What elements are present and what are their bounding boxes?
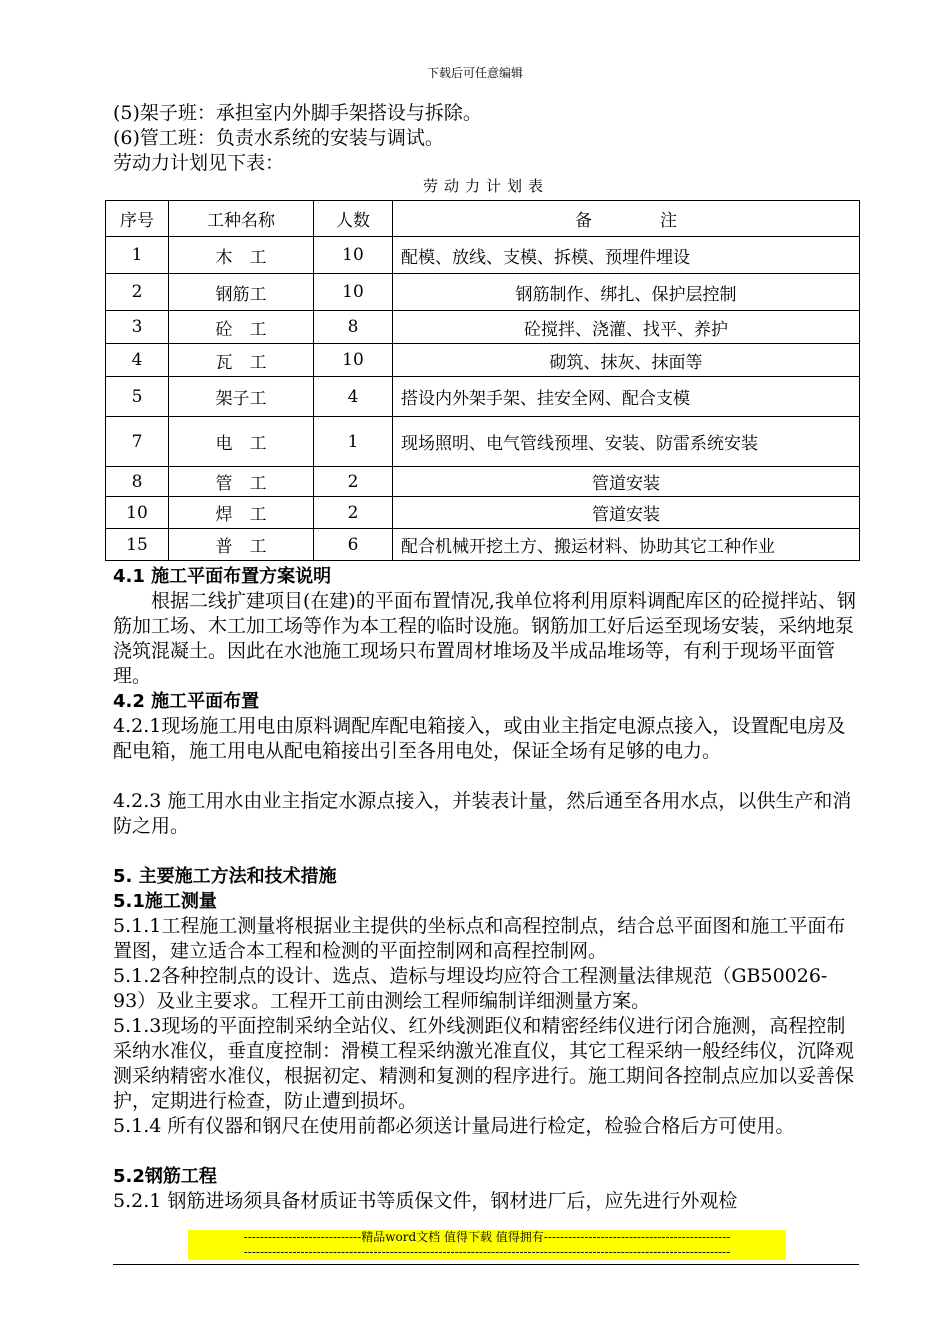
cell-note: 砌筑、抹灰、抹面等 <box>393 344 860 377</box>
cell-note: 砼搅拌、浇灌、找平、养护 <box>393 311 860 344</box>
labor-plan-table <box>105 200 860 561</box>
cell-trade: 木 工 <box>169 237 314 274</box>
section-5-1-3: 5.1.3现场的平面控制采纳全站仪、红外线测距仪和精密经纬仪进行闭合施测，高程控制采纳水准仪，垂直度控制：滑模工程采纳激光准直仪，其它工程采纳一般经纬仪，沉降观测采纳精密水准仪，根据初定、精测和复测的程序进行。施工期间各控制点应加以妥善保护，定期进行检查，防止遭到损坏。 <box>113 1015 855 1112</box>
cell-note: 管道安装 <box>393 497 860 529</box>
section-5-1-4: 5.1.4 所有仪器和钢尺在使用前都必须送计量局进行检定，检验合格后方可使用。 <box>113 1115 795 1137</box>
section-5-2-heading: 5.2钢筋工程 <box>113 1166 217 1187</box>
section-4-1-heading: 4.1 施工平面布置方案说明 <box>113 566 332 587</box>
footer-rule <box>113 1264 859 1265</box>
table-row <box>106 377 860 417</box>
cell-note: 搭设内外架手架、挂安全网、配合支模 <box>393 377 860 417</box>
cell-count: 10 <box>314 344 393 377</box>
table-row <box>106 344 860 377</box>
cell-trade: 焊 工 <box>169 497 314 529</box>
section-4-2-heading: 4.2 施工平面布置 <box>113 691 260 712</box>
table-row <box>106 497 860 529</box>
header-trade: 工种名称 <box>169 201 314 237</box>
section-5-1-2: 5.1.2各种控制点的设计、选点、造标与埋设均应符合工程测量法律规范（GB50026-93）及业主要求。工程开工前由测绘工程师编制详细测量方案。 <box>113 965 828 1012</box>
section-4-2-1: 4.2.1现场施工用电由原料调配库配电箱接入，或由业主指定电源点接入，设置配电房及配电箱，施工用电从配电箱接出引至各用电处，保证全场有足够的电力。 <box>113 715 846 762</box>
header-count: 人数 <box>314 201 393 237</box>
cell-note: 配模、放线、支模、拆模、预埋件埋设 <box>393 237 860 274</box>
section-5-1-1: 5.1.1工程施工测量将根据业主提供的坐标点和高程控制点，结合总平面图和施工平面布置图，建立适合本工程和检测的平面控制网和高程控制网。 <box>113 915 846 962</box>
section-5-heading: 5. 主要施工方法和技术措施 <box>113 866 337 887</box>
cell-count: 1 <box>314 417 393 467</box>
table-title: 劳动力计划表 <box>422 177 549 195</box>
cell-trade: 普 工 <box>169 529 314 561</box>
footer-banner-line-1: -----------------------------精品word文档 值得下载 值得拥有---------------------------------------------- <box>188 1230 786 1245</box>
cell-note: 管道安装 <box>393 467 860 497</box>
cell-count: 10 <box>314 274 393 311</box>
cell-no: 4 <box>106 344 169 377</box>
intro-line-2: (6)管工班：负责水系统的安装与调试。 <box>113 127 444 149</box>
cell-trade: 架子工 <box>169 377 314 417</box>
table-row <box>106 467 860 497</box>
table-row <box>106 529 860 561</box>
cell-no: 1 <box>106 237 169 274</box>
cell-no: 10 <box>106 497 169 529</box>
header-note: 备 注 <box>393 201 860 237</box>
header-note: 下载后可任意编辑 <box>426 66 523 80</box>
cell-trade: 电 工 <box>169 417 314 467</box>
intro-line-1: (5)架子班：承担室内外脚手架搭设与拆除。 <box>113 102 482 124</box>
table-row <box>106 311 860 344</box>
cell-trade: 钢筋工 <box>169 274 314 311</box>
cell-note: 配合机械开挖土方、搬运材料、协助其它工种作业 <box>393 529 860 561</box>
cell-no: 2 <box>106 274 169 311</box>
table-row <box>106 274 860 311</box>
section-4-2-3: 4.2.3 施工用水由业主指定水源点接入，并装表计量，然后通至各用水点，以供生产和消防之用。 <box>113 790 852 837</box>
cell-count: 2 <box>314 467 393 497</box>
section-4-1-body: 根据二线扩建项目(在建)的平面布置情况,我单位将利用原料调配库区的砼搅拌站、钢筋加工场、木工加工场等作为本工程的临时设施。钢筋加工好后运至现场安装，采纳地泵浇筑混凝土。因此在水池施工现场只布置周材堆场及半成品堆场等，有利于现场平面管理。 <box>113 590 856 687</box>
section-5-2-1: 5.2.1 钢筋进场须具备材质证书等质保文件，钢材进厂后，应先进行外观检 <box>113 1190 738 1212</box>
cell-no: 8 <box>106 467 169 497</box>
cell-trade: 砼 工 <box>169 311 314 344</box>
cell-count: 4 <box>314 377 393 417</box>
cell-trade: 瓦 工 <box>169 344 314 377</box>
cell-note: 钢筋制作、绑扎、保护层控制 <box>393 274 860 311</box>
cell-no: 15 <box>106 529 169 561</box>
section-5-1-heading: 5.1施工测量 <box>113 891 217 912</box>
table-body <box>106 237 860 561</box>
cell-no: 3 <box>106 311 169 344</box>
header-no: 序号 <box>106 201 169 237</box>
table-row <box>106 237 860 274</box>
cell-count: 2 <box>314 497 393 529</box>
cell-count: 6 <box>314 529 393 561</box>
cell-trade: 管 工 <box>169 467 314 497</box>
cell-no: 5 <box>106 377 169 417</box>
table-row <box>106 417 860 467</box>
intro-line-3: 劳动力计划见下表： <box>113 152 285 174</box>
footer-banner-line-2: ------------------------------------------------------------------------------------------------------------------------ <box>188 1245 786 1260</box>
cell-no: 7 <box>106 417 169 467</box>
cell-note: 现场照明、电气管线预埋、安装、防雷系统安装 <box>393 417 860 467</box>
cell-count: 8 <box>314 311 393 344</box>
table-header-row <box>106 201 860 237</box>
cell-count: 10 <box>314 237 393 274</box>
